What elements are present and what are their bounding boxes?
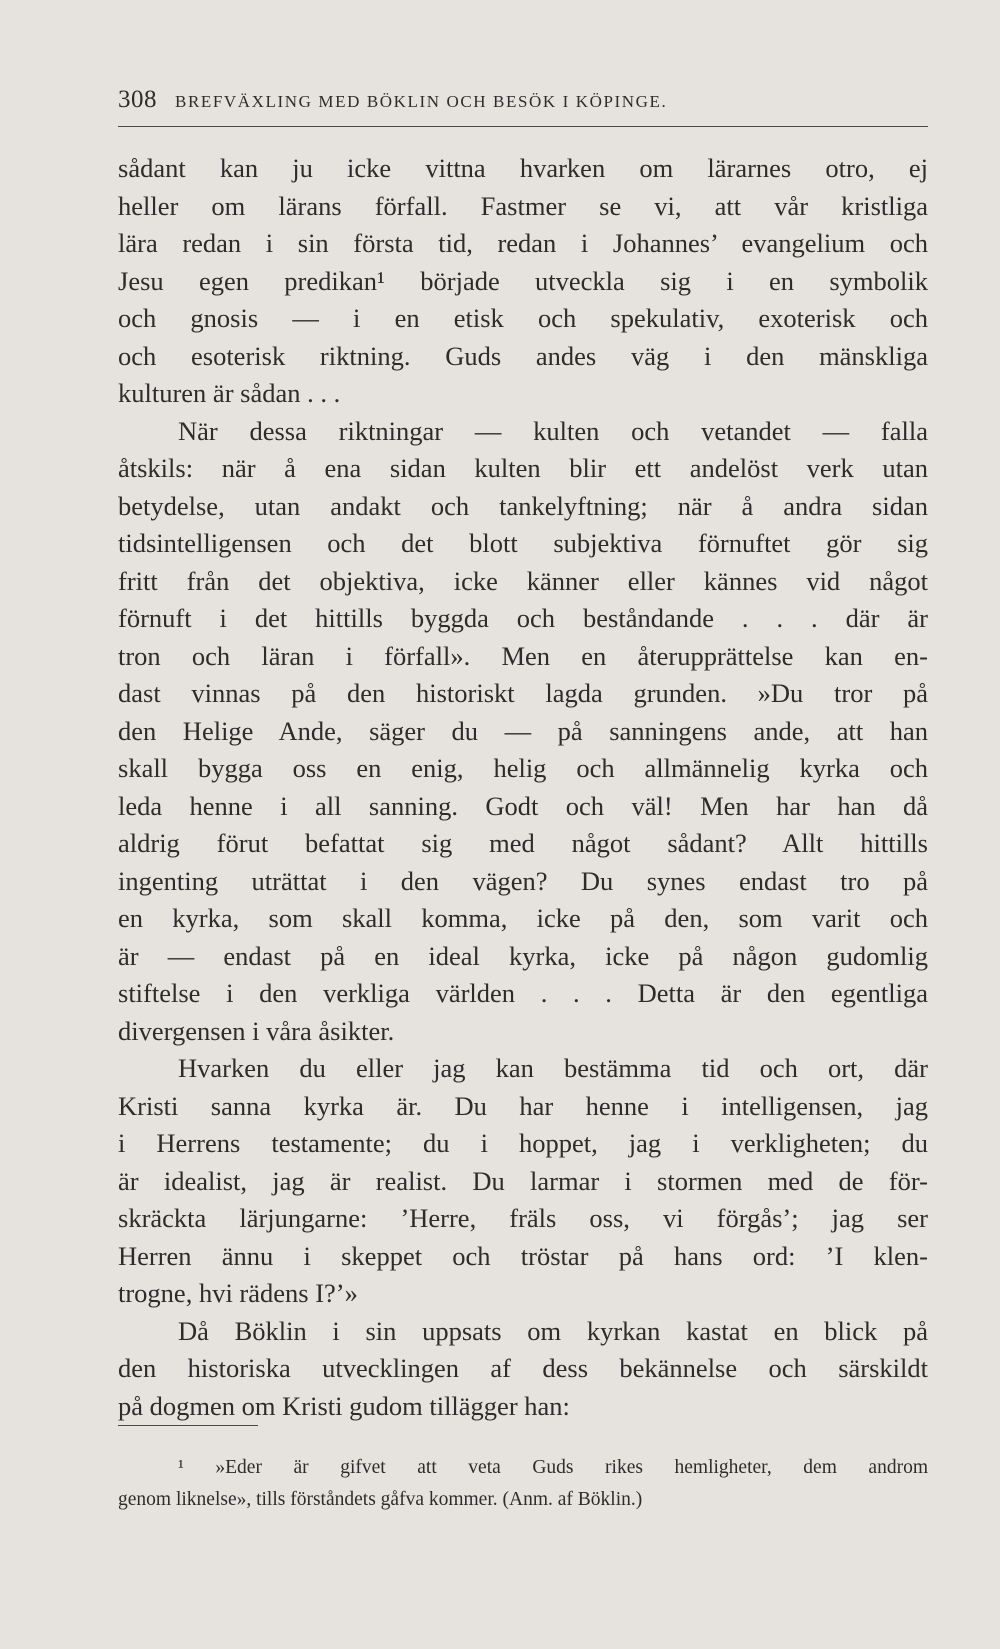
text-line: kulturen är sådan . . . [118,378,341,408]
text-line: och esoterisk riktning. Guds andes väg i den mänskliga [118,340,928,371]
running-head: BREFVÄXLING MED BÖKLIN OCH BESÖK I KÖPINGE. [175,92,668,111]
text-line: trogne, hvi rädens I?’» [118,1278,358,1308]
text-line: lära redan i sin första tid, redan i Johannes’ evangelium och [118,228,928,258]
text-line: fritt från det objektiva, icke känner eller kännes vid något [118,565,928,596]
text-line: Hvarken du eller jag kan bestämma tid och ort, där [178,1053,928,1083]
text-line: i Herrens testamente; du i hoppet, jag i verkligheten; du [118,1128,928,1158]
text-line: betydelse, utan andakt och tankelyftning; när å andra sidan [118,490,928,521]
text-line: den historiska utvecklingen af dess bekännelse och särskildt [118,1353,928,1383]
text-line: divergensen i våra åsikter. [118,1015,395,1046]
text-line: Kristi sanna kyrka är. Du har henne i intelligensen, jag [118,1090,928,1121]
text-line: Herren ännu i skeppet och tröstar på hans ord: ’I klen- [118,1240,928,1271]
footnote-line: ¹ »Eder är gifvet att veta Guds rikes hemligheter, dem androm [178,1457,928,1478]
footnote-rule [118,1425,258,1426]
text-line: skall bygga oss en enig, helig och allmännelig kyrka och [118,753,928,783]
page-header [118,86,928,127]
footnote-line: genom liknelse», tills förståndets gåfva kommer. (Anm. af Böklin.) [118,1489,643,1510]
text-line: och gnosis — i en etisk och spekulativ, exoterisk och [118,303,928,333]
text-line: åtskils: när å ena sidan kulten blir ett andelöst verk utan [118,453,928,483]
text-line: sådant kan ju icke vittna hvarken om lärarnes otro, ej [118,153,928,183]
text-line: heller om lärans förfall. Fastmer se vi, att vår kristliga [118,190,928,221]
text-line: på dogmen om Kristi gudom tillägger han: [118,1390,570,1421]
text-line: Då Böklin i sin uppsats om kyrkan kastat en blick på [178,1315,928,1346]
text-line: aldrig förut befattat sig med något sådant? Allt hittills [118,828,928,858]
text-line: Jesu egen predikan¹ började utveckla sig i en symbolik [118,265,928,296]
text-line: tidsintelligensen och det blott subjektiva förnuftet gör sig [118,528,928,558]
footnotes [118,1452,928,1516]
text-line: skräckta lärjungarne: ’Herre, fräls oss, vi förgås’; jag ser [118,1203,928,1233]
text-line: ingenting uträttat i den vägen? Du synes endast tro på [118,865,928,896]
text-line: är idealist, jag är realist. Du larmar i stormen med de för- [118,1165,928,1196]
text-line: är — endast på en ideal kyrka, icke på någon gudomlig [118,940,928,971]
text-line: den Helige Ande, säger du — på sanningens ande, att han [118,715,928,746]
body-text [118,150,928,1425]
text-line: förnuft i det hittills byggda och beståndande . . . där är [118,603,928,633]
text-line: dast vinnas på den historiskt lagda grunden. »Du tror på [118,678,928,708]
text-line: När dessa riktningar — kulten och vetandet — falla [178,415,928,446]
text-line: tron och läran i förfall». Men en återupprättelse kan en- [118,640,928,671]
page-number: 308 [118,86,157,113]
text-line: en kyrka, som skall komma, icke på den, som varit och [118,903,928,933]
text-line: leda henne i all sanning. Godt och väl! Men har han då [118,790,928,821]
text-line: stiftelse i den verkliga världen . . . Detta är den egentliga [118,978,928,1008]
